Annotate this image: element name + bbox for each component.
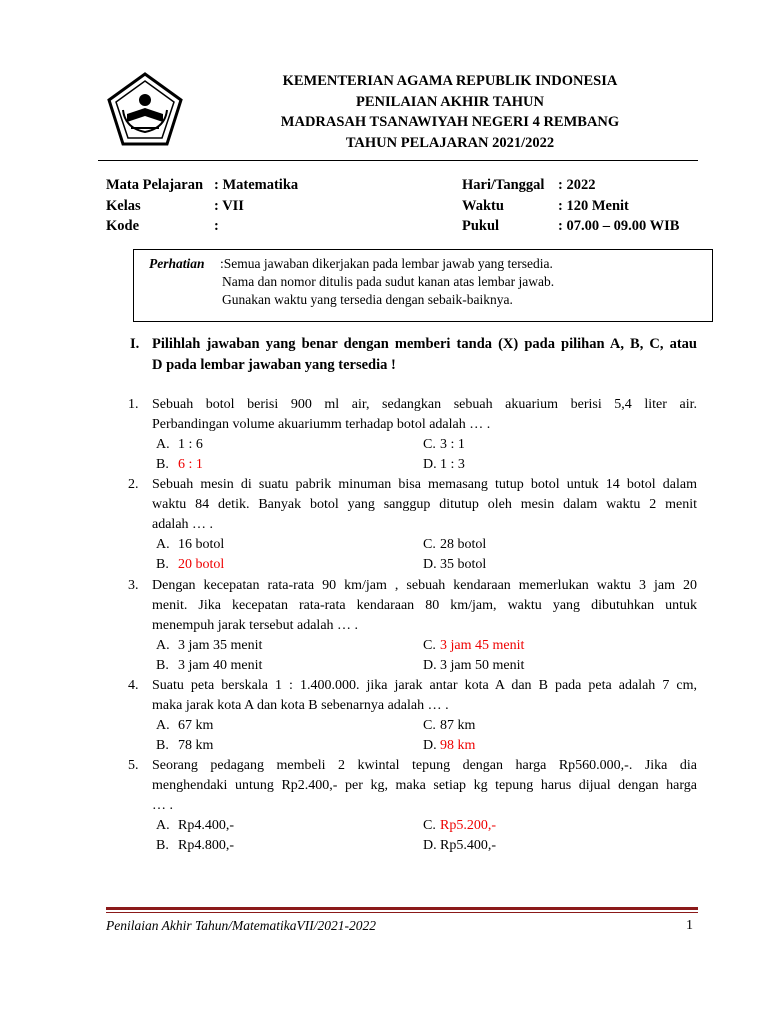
waktu-value: : 120 Menit xyxy=(558,198,629,214)
option-a-text: 1 : 6 xyxy=(178,437,203,452)
option-letter-d: D. xyxy=(423,838,437,853)
question-text-line: maka jarak kota A dan kota B sebenarnya adalah … . xyxy=(152,698,449,713)
waktu-label: Waktu xyxy=(462,198,504,214)
kelas-label: Kelas xyxy=(106,198,141,214)
question-text-line: Dengan kecepatan rata-rata 90 km/jam , sebuah kendaraan memerlukan waktu 3 jam 20 xyxy=(152,578,697,593)
option-d-text: 98 km xyxy=(440,738,476,753)
question-text-line: waktu 84 detik. Banyak botol yang sanggup ditutup oleh mesin dalam waktu 2 menit xyxy=(152,497,697,512)
question-text-line: Sebuah mesin di suatu pabrik minuman bisa memasang tutup botol untuk 14 botol dalam xyxy=(152,477,697,492)
option-letter-c: C. xyxy=(423,818,436,833)
question-number: 3. xyxy=(128,578,139,593)
footer-text: Penilaian Akhir Tahun/MatematikaVII/2021-2022 xyxy=(106,918,376,933)
question-text-line: Suatu peta berskala 1 : 1.400.000. jika jarak antar kota A dan B pada peta adalah 7 cm, xyxy=(152,678,697,693)
footer-rule-thin xyxy=(106,912,698,913)
option-b-text: 3 jam 40 menit xyxy=(178,658,263,673)
question-number: 2. xyxy=(128,477,139,492)
option-letter-b: B. xyxy=(156,457,169,472)
option-letter-a: A. xyxy=(156,718,170,733)
question-text-line: Seorang pedagang membeli 2 kwintal tepung dengan harga Rp560.000,-. Jika dia xyxy=(152,758,697,773)
option-a-text: 16 botol xyxy=(178,537,225,552)
header-rule xyxy=(98,160,698,161)
option-letter-c: C. xyxy=(423,718,436,733)
question-number: 4. xyxy=(128,678,139,693)
pukul-value: : 07.00 – 09.00 WIB xyxy=(558,218,680,234)
pukul-label: Pukul xyxy=(462,218,500,234)
option-letter-c: C. xyxy=(423,638,436,653)
question-number: 5. xyxy=(128,758,139,773)
notice-line-1: :Semua jawaban dikerjakan pada lembar jawab yang tersedia. xyxy=(220,256,553,271)
question-text-line: menit. Jika kecepatan rata-rata kendaraan 80 km/jam, waktu yang dibutuhkan untuk xyxy=(152,598,697,613)
option-d-text: Rp5.400,- xyxy=(440,838,496,853)
question-text-line: Perbandingan volume akuariumm terhadap botol adalah … . xyxy=(152,417,491,432)
option-b-text: 78 km xyxy=(178,738,214,753)
mapel-value: : Matematika xyxy=(214,177,299,193)
option-c-text: 87 km xyxy=(440,718,476,733)
header-school: MADRASAH TSANAWIYAH NEGERI 4 REMBANG xyxy=(280,114,620,130)
kemenag-logo xyxy=(105,70,185,150)
notice-label: Perhatian xyxy=(149,256,205,271)
option-letter-a: A. xyxy=(156,638,170,653)
option-b-text: Rp4.800,- xyxy=(178,838,234,853)
option-b-text: 20 botol xyxy=(178,557,225,572)
option-a-text: Rp4.400,- xyxy=(178,818,234,833)
page-number: 1 xyxy=(686,918,693,933)
option-a-text: 3 jam 35 menit xyxy=(178,638,263,653)
option-letter-b: B. xyxy=(156,838,169,853)
notice-line-2: Nama dan nomor ditulis pada sudut kanan atas lembar jawab. xyxy=(222,274,555,289)
option-letter-d: D. xyxy=(423,738,437,753)
notice-line-3: Gunakan waktu yang tersedia dengan sebaik-baiknya. xyxy=(222,292,513,307)
option-letter-c: C. xyxy=(423,437,436,452)
option-d-text: 35 botol xyxy=(440,557,487,572)
option-letter-d: D. xyxy=(423,557,437,572)
hari-value: : 2022 xyxy=(558,177,596,193)
option-letter-d: D. xyxy=(423,658,437,673)
question-text-line: … . xyxy=(152,798,173,813)
notice-box xyxy=(133,249,713,322)
option-letter-b: B. xyxy=(156,738,169,753)
kelas-value: : VII xyxy=(214,198,244,214)
option-letter-a: A. xyxy=(156,818,170,833)
option-letter-d: D. xyxy=(423,457,437,472)
option-letter-a: A. xyxy=(156,537,170,552)
question-text-line: menempuh jarak tersebut adalah … . xyxy=(152,618,359,633)
kode-value: : xyxy=(214,218,219,234)
option-b-text: 6 : 1 xyxy=(178,457,203,472)
question-number: 1. xyxy=(128,397,139,412)
option-d-text: 1 : 3 xyxy=(440,457,465,472)
option-c-text: 3 jam 45 menit xyxy=(440,638,525,653)
option-c-text: Rp5.200,- xyxy=(440,818,496,833)
option-letter-b: B. xyxy=(156,557,169,572)
question-text-line: Sebuah botol berisi 900 ml air, sedangkan sebuah akuarium berisi 5,4 liter air. xyxy=(152,397,697,412)
mapel-label: Mata Pelajaran xyxy=(106,177,204,193)
option-letter-a: A. xyxy=(156,437,170,452)
question-text-line: adalah … . xyxy=(152,517,214,532)
option-letter-c: C. xyxy=(423,537,436,552)
section-line-2: D pada lembar jawaban yang tersedia ! xyxy=(152,357,396,373)
option-letter-b: B. xyxy=(156,658,169,673)
question-text-line: menghendaki untung Rp2.400,- per kg, maka setiap kg tepung harus dijual dengan harga xyxy=(152,778,697,793)
option-c-text: 28 botol xyxy=(440,537,487,552)
section-number: I. xyxy=(130,336,140,352)
hari-label: Hari/Tanggal xyxy=(462,177,545,193)
option-d-text: 3 jam 50 menit xyxy=(440,658,525,673)
kode-label: Kode xyxy=(106,218,140,234)
header-ministry: KEMENTERIAN AGAMA REPUBLIK INDONESIA xyxy=(282,73,618,89)
section-line-1: Pilihlah jawaban yang benar dengan memberi tanda (X) pada pilihan A, B, C, atau xyxy=(152,336,697,352)
footer-rule-thick xyxy=(106,907,698,910)
header-exam: PENILAIAN AKHIR TAHUN xyxy=(356,94,544,110)
header-year: TAHUN PELAJARAN 2021/2022 xyxy=(345,135,555,151)
option-c-text: 3 : 1 xyxy=(440,437,465,452)
option-a-text: 67 km xyxy=(178,718,214,733)
